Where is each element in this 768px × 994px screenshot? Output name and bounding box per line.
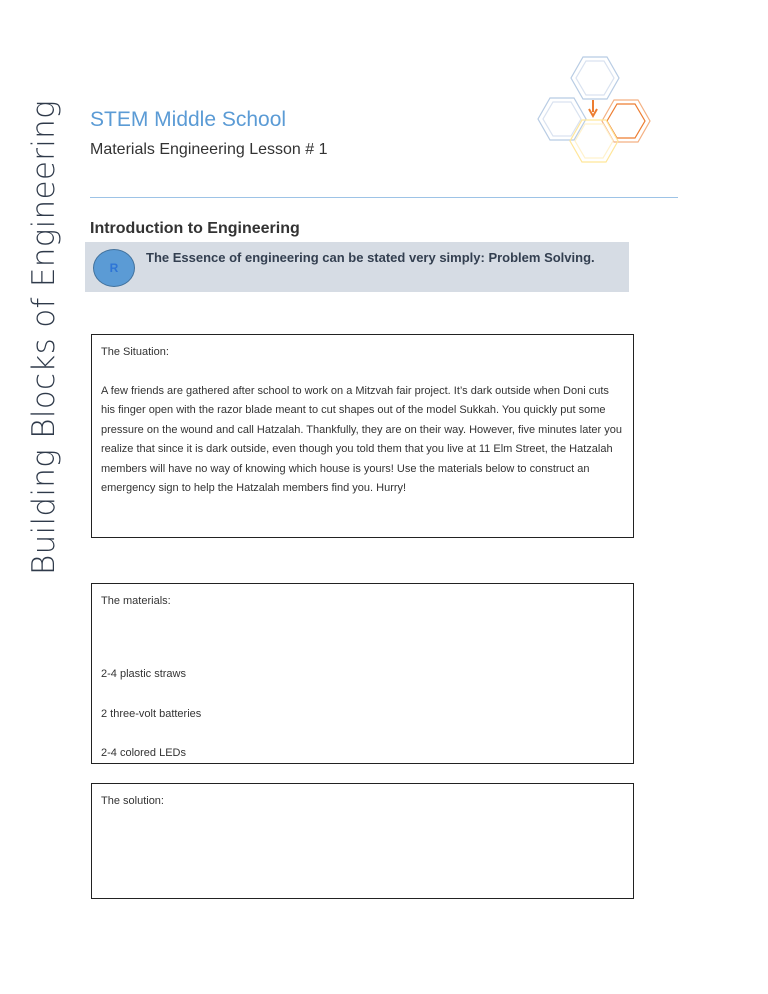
- solution-label: The solution:: [101, 795, 164, 807]
- materials-box: [91, 583, 634, 764]
- situation-label: The Situation:: [101, 346, 169, 358]
- sidebar-title: Building Blocks of Engineering: [26, 99, 62, 575]
- lesson-title: Materials Engineering Lesson # 1: [90, 141, 328, 158]
- header-divider: [90, 197, 678, 198]
- materials-label: The materials:: [101, 595, 171, 607]
- situation-box: [91, 334, 634, 538]
- essence-banner: [85, 242, 629, 292]
- list-item: 2-4 colored LEDs: [101, 747, 186, 759]
- section-heading: Introduction to Engineering: [90, 220, 300, 237]
- school-name: STEM Middle School: [90, 108, 287, 131]
- situation-text: A few friends are gathered after school to work on a Mitzvah fair project. It’s dark outside when Doni cuts his finger open with the razor blade meant to cut shapes out of the model Sukkah. You quickly put some pressure on the wound and call Hatzalah. Thankfully, they are on their way. However, five minutes later you realize that since it is dark outside, even though you told them that you live at 11 Elm Street, the Hatzalah members will have no way of knowing which house is yours! Use the materials below to construct an emergency sign to help the Hatzalah members find you. Hurry!: [101, 384, 622, 494]
- list-item: 2-4 plastic straws: [101, 668, 186, 680]
- r-badge-icon: R: [93, 249, 135, 287]
- hexagon-molecule-icon: [534, 52, 654, 168]
- materials-list: [101, 665, 201, 784]
- list-item: 2 three-volt batteries: [101, 707, 202, 720]
- banner-text: The Essence of engineering can be stated very simply: Problem Solving.: [146, 250, 595, 265]
- solution-box[interactable]: [91, 783, 634, 899]
